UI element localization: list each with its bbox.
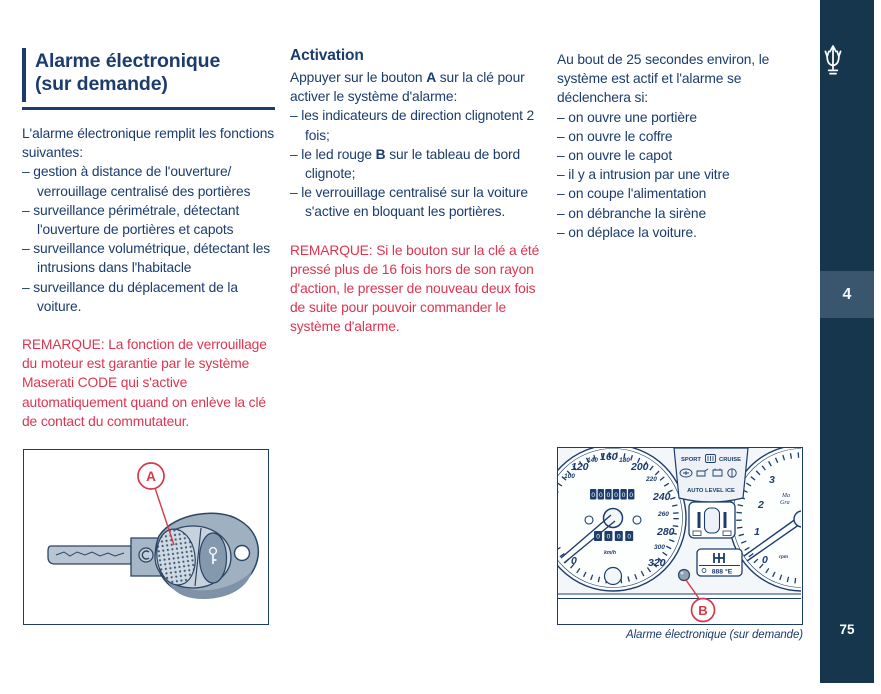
speedo-hub — [604, 509, 623, 528]
list-item: – on coupe l'alimentation — [557, 186, 707, 202]
speedo-knob — [605, 568, 622, 585]
auto-level-ice-label: AUTO LEVEL ICE — [687, 488, 735, 494]
brand-script: Gra — [780, 500, 790, 506]
rpm-label: rpm — [779, 555, 789, 560]
column-3 — [557, 50, 805, 242]
col2-intro — [290, 68, 546, 106]
col3-intro: Au bout de 25 secondes environ, le système est actif et l'alarme se déclenchera si: — [557, 52, 770, 106]
gauge-number: 260 — [658, 511, 669, 518]
col1-intro: L'alarme électronique remplit les fonctions suivantes: — [22, 126, 275, 161]
gauge-number: 0 — [762, 554, 768, 566]
gauge-number: 100 — [564, 473, 575, 480]
list-item: – surveillance volumétrique, détectant les intrusions dans l'habitacle — [22, 241, 271, 276]
page-number: 75 — [839, 622, 855, 637]
gauge-number: 280 — [657, 526, 675, 538]
car-door-indicator — [689, 502, 735, 538]
gauge-number: 160 — [600, 451, 618, 463]
gear-display — [697, 549, 742, 576]
odometer-digit: 0 — [621, 492, 626, 499]
title-line-1: Alarme électronique — [35, 50, 221, 72]
column-2 — [290, 46, 546, 337]
odometer-digit: 0 — [629, 492, 634, 499]
kmh-label: km/h — [603, 550, 617, 556]
list-item: – on ouvre le capot — [557, 148, 673, 164]
gauge-number: 120 — [571, 461, 589, 473]
figure-cluster-box — [557, 447, 803, 625]
section-heading: Activation — [290, 47, 364, 64]
list-item — [290, 145, 546, 183]
trip-digit: 0 — [616, 533, 621, 541]
column-1 — [22, 48, 275, 431]
list-item: – on ouvre le coffre — [557, 128, 673, 144]
label-b-text: B — [698, 603, 708, 618]
list-item: – on déplace la voiture. — [557, 224, 697, 240]
instrument-cluster-illustration — [558, 448, 801, 623]
list-item: – les indicateurs de direction clignotent 2 fois; — [290, 108, 535, 143]
title-line-2: (sur demande) — [35, 73, 168, 95]
figure-key-box — [23, 449, 269, 625]
ref-label-b: B — [375, 146, 386, 162]
list-item: – gestion à distance de l'ouverture/ verrouillage centralisé des portières — [22, 164, 251, 199]
gauge-number: 3 — [769, 474, 775, 486]
list-item: – surveillance périmétrale, détectant l'ouverture de portières et capots — [22, 202, 240, 238]
key-illustration — [24, 450, 267, 623]
list-item: – surveillance du déplacement de la voiture. — [22, 279, 238, 314]
gauge-number: 320 — [648, 557, 666, 569]
bullet-text: sur le tableau de bord clignote; — [305, 146, 521, 182]
trip-digit: 0 — [606, 533, 611, 541]
led-indicator — [679, 570, 690, 581]
page-title — [22, 48, 275, 102]
gauge-number: 140 — [587, 457, 598, 464]
key-blade — [48, 546, 131, 564]
bezel-lines — [558, 594, 801, 599]
odometer-digit: 0 — [591, 492, 596, 499]
keyring-hole — [235, 546, 250, 561]
car-top-view — [705, 508, 720, 533]
gauge-number: 200 — [631, 461, 649, 473]
title-rule — [22, 107, 275, 110]
odometer-digit: 0 — [598, 492, 603, 499]
list-item: – on ouvre une portière — [557, 109, 697, 125]
cruise-label: CRUISE — [719, 457, 741, 463]
remark-note: REMARQUE: Si le bouton sur la clé a été pressé plus de 16 fois hors de son rayon d'action, le presser de nouveau deux fois de suite pour pouvoir commander le système d'alarme. — [290, 242, 540, 335]
key-fob — [153, 513, 258, 599]
odometer-digit: 0 — [614, 492, 618, 499]
gauge-number: 180 — [619, 457, 630, 464]
intro-text: sur la clé pour activer le système d'alarme: — [290, 70, 525, 105]
brand-script: Ma — [782, 493, 790, 499]
list-item: – on débranche la sirène — [557, 205, 706, 221]
figure-caption: Alarme électronique (sur demande) — [626, 629, 803, 641]
remark-note: REMARQUE: La fonction de verrouillage du moteur est garantie par le système Maserati CODE qui s'active automatiquement quand on enlève la clé de contact du commutateur. — [22, 337, 267, 429]
trunk-button — [200, 533, 227, 583]
bullet-text: – le led rouge — [290, 146, 376, 162]
odometer-digit: 0 — [606, 492, 611, 499]
list-item: – le verrouillage centralisé sur la voiture s'active en bloquant les portières. — [290, 185, 528, 220]
gauge-number: 300 — [654, 544, 665, 551]
ref-label-a: A — [426, 70, 437, 85]
chapter-sidebar — [820, 0, 874, 683]
temp-display: 888 °E — [711, 568, 733, 576]
intro-text: Appuyer sur le bouton — [290, 70, 427, 85]
trip-digit: 0 — [596, 533, 600, 541]
gauge-number: 240 — [653, 491, 671, 503]
sport-label: SPORT — [681, 457, 701, 463]
maserati-trident-icon — [820, 40, 874, 78]
gauge-number: 2 — [758, 499, 764, 511]
list-item: – il y a intrusion par une vitre — [557, 167, 730, 183]
chapter-tab: 4 — [820, 271, 874, 318]
gauge-number: 220 — [646, 476, 657, 483]
trip-digit: 0 — [627, 533, 632, 541]
gauge-number: 1 — [754, 526, 760, 538]
label-a-text: A — [146, 469, 156, 484]
collar-logo-icon — [139, 548, 153, 562]
gauge-number: 0 — [571, 555, 577, 567]
warning-panel — [674, 448, 748, 502]
